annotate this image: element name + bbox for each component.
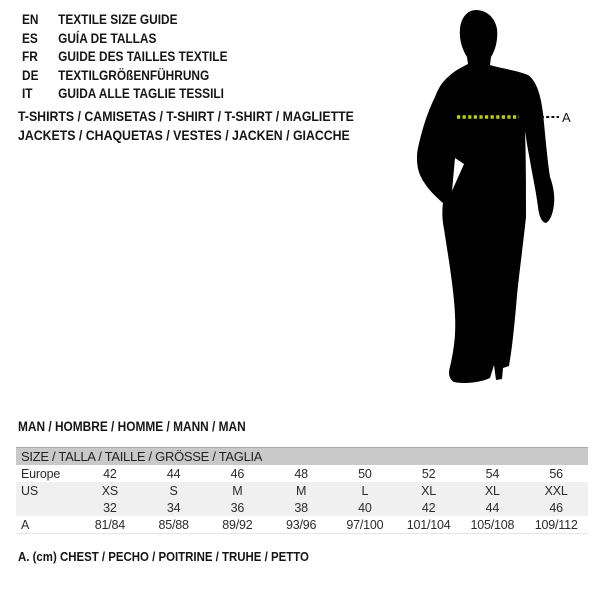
legend-label: TEXTILE SIZE GUIDE xyxy=(58,12,178,27)
table-cell: 50 xyxy=(358,466,372,481)
language-code: EN xyxy=(22,12,39,27)
table-cell: 42 xyxy=(397,499,461,516)
legend-row-de xyxy=(22,67,227,86)
legend-label: GUIDA ALLE TAGLIE TESSILI xyxy=(58,86,224,101)
size-table xyxy=(16,447,588,534)
table-cell: XXL xyxy=(524,482,588,499)
language-code: DE xyxy=(22,67,39,83)
row-label: Europe xyxy=(21,466,61,481)
table-cell: 105/108 xyxy=(461,516,525,534)
measurement-label-a: A xyxy=(562,110,571,125)
man-silhouette xyxy=(417,10,554,383)
language-legend xyxy=(22,11,227,104)
garment-categories xyxy=(18,107,354,145)
table-cell: 44 xyxy=(166,466,181,481)
table-cell: XL xyxy=(397,482,461,499)
language-code: ES xyxy=(22,30,38,46)
table-cell: 109/112 xyxy=(524,516,588,534)
table-cell: M xyxy=(269,482,333,499)
table-cell: 56 xyxy=(549,466,563,481)
row-label: A xyxy=(16,516,78,534)
legend-label: TEXTILGRÖßENFÜHRUNG xyxy=(58,67,210,83)
table-cell: 89/92 xyxy=(206,516,270,534)
man-silhouette-figure xyxy=(398,5,598,395)
section-title-man: MAN / HOMBRE / HOMME / MANN / MAN xyxy=(18,419,246,434)
table-cell: 101/104 xyxy=(397,516,461,534)
table-cell: S xyxy=(142,482,206,499)
language-code: IT xyxy=(22,86,33,101)
table-cell: L xyxy=(333,482,397,499)
table-cell: 38 xyxy=(269,499,333,516)
row-label xyxy=(16,499,78,516)
table-row-europe xyxy=(16,465,588,482)
table-cell: XS xyxy=(78,482,142,499)
legend-row-es xyxy=(22,30,227,49)
table-cell: 34 xyxy=(142,499,206,516)
table-cell: 44 xyxy=(461,499,525,516)
table-cell: 85/88 xyxy=(142,516,206,534)
table-cell: 48 xyxy=(294,466,308,481)
table-cell: 46 xyxy=(230,466,245,481)
table-cell: 36 xyxy=(206,499,270,516)
table-cell: XL xyxy=(461,482,525,499)
table-cell: 46 xyxy=(524,499,588,516)
size-table-header: SIZE / TALLA / TAILLE / GRÖSSE / TAGLIA xyxy=(16,448,588,466)
legend-row-en xyxy=(22,11,227,30)
table-cell: 42 xyxy=(103,466,117,481)
table-row-us xyxy=(16,482,588,499)
table-cell: 54 xyxy=(485,466,500,481)
table-cell: 97/100 xyxy=(333,516,397,534)
tshirts-line: T-SHIRTS / CAMISETAS / T-SHIRT / T-SHIRT / MAGLIETTE xyxy=(18,108,354,124)
table-cell: 40 xyxy=(333,499,397,516)
jackets-line: JACKETS / CHAQUETAS / VESTES / JACKEN / GIACCHE xyxy=(18,127,350,143)
table-row-uk xyxy=(16,499,588,516)
table-row-chest-a xyxy=(16,516,588,534)
legend-row-fr xyxy=(22,48,227,67)
table-cell: 32 xyxy=(78,499,142,516)
language-code: FR xyxy=(22,49,38,64)
table-cell: 81/84 xyxy=(78,516,142,534)
table-cell: 93/96 xyxy=(269,516,333,534)
table-cell: M xyxy=(206,482,270,499)
table-cell: 52 xyxy=(421,466,436,481)
legend-label: GUIDE DES TAILLES TEXTILE xyxy=(58,49,228,64)
legend-row-it xyxy=(22,85,227,104)
measurement-footnote: A. (cm) CHEST / PECHO / POITRINE / TRUHE / PETTO xyxy=(18,549,309,564)
row-label: US xyxy=(16,482,78,499)
legend-label: GUÍA DE TALLAS xyxy=(58,30,157,46)
size-table-header-row xyxy=(16,448,588,466)
